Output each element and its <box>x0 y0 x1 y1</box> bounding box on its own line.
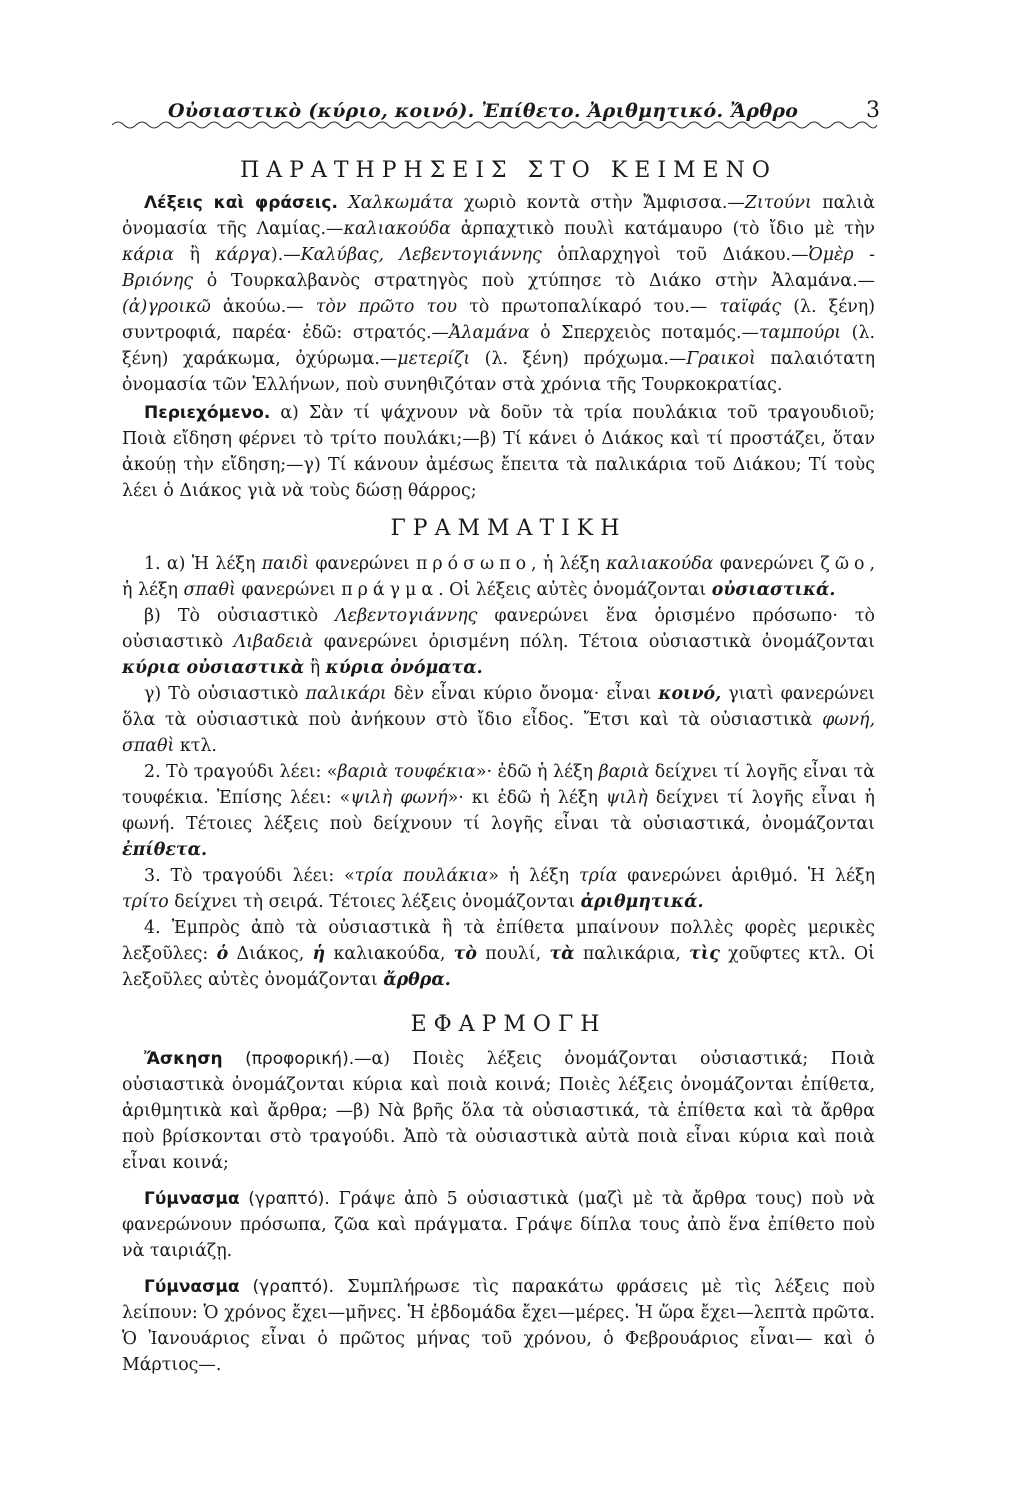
content-paragraph <box>122 400 875 504</box>
text-run: δὲν εἶναι κύριο ὄνομα· εἶναι <box>386 684 659 704</box>
text-run: Ζιτούνι <box>744 193 812 213</box>
text-run: κτλ. <box>174 736 217 756</box>
text-run: ταϊφάς <box>719 297 782 317</box>
text-run: φανερώνει <box>309 554 416 574</box>
drill2-label: Γύμνασμα <box>144 1277 240 1297</box>
text-run: δείχνει τί λογῆς εἶναι τὰ τουφέκια. Ἐπίσης λέει: « <box>122 762 875 808</box>
text-run: παλικάρι <box>305 684 387 704</box>
text-run: τὰ <box>549 944 575 964</box>
text-run: ).— <box>270 245 301 265</box>
text-run: παλαιότατη ὀνομασία τῶν Ἑλλήνων, ποὺ συνηθιζόταν στὰ χρόνια τῆς Τουρκοκρατίας. <box>122 349 875 395</box>
exercise-label: Ἄσκηση <box>144 1049 223 1069</box>
text-run: (ἀ)γροικῶ <box>122 297 211 317</box>
text-run: (λ. ξένη) πρόχωμα.— <box>470 349 687 369</box>
text-run: παιδὶ <box>261 554 309 574</box>
text-run: καλιακούδα, <box>325 944 454 964</box>
text-run: μετερίζι <box>397 349 471 369</box>
text-run: 4. Ἐμπρὸς ἀπὸ τὰ οὐσιαστικὰ ἢ τὰ ἐπίθετα μπαίνουν πολλὲς φορὲς μερικὲς λεξοῦλες: <box>122 918 875 964</box>
text-run: κύρια ὀνόματα. <box>325 658 483 678</box>
text-run: παλιὰ ὀνομασία τῆς Λαμίας.— <box>122 193 875 239</box>
grammar-paragraph <box>122 759 875 863</box>
text-run: δείχνει τί λογῆς εἶναι ἡ φωνή. Τέτοιες λέξεις ποὺ δείχνουν τί λογῆς εἶναι τὰ οὐσιαστικά, ὀνομάζονται <box>122 788 875 834</box>
drill2-paragraph <box>122 1274 875 1378</box>
text-run: φανερώνει <box>235 580 342 600</box>
text-run: οὐσιαστικά. <box>711 580 836 600</box>
text-run: 3. Τὸ τραγούδι λέει: « <box>144 866 355 886</box>
text-run: τρία πουλάκια <box>354 866 489 886</box>
exercise-text: —α) Ποιὲς λέξεις ὀνομάζονται οὐσιαστικά; Ποιὰ οὐσιαστικὰ ὀνομάζονται κύρια καὶ ποιὰ κοινά; Ποιὲς λέξεις ὀνομάζονται ἐπίθετα, ἀριθμητικὰ καὶ ἄρθρα; —β) Νὰ βρῆς ὅλα τὰ οὐσιαστικά, τὰ ἐπίθετα καὶ τὰ ἄρθρα ποὺ βρίσκονται στὸ τραγούδι. Ἀπὸ τὰ οὐσιαστικὰ αὐτὰ ποιὰ εἶναι κύρια καὶ ποιὰ εἶναι κοινά; <box>122 1049 876 1173</box>
text-run: πουλί, <box>476 944 550 964</box>
text-run: παλικάρια, <box>574 944 690 964</box>
text-run: φανερώνει <box>713 554 821 574</box>
content-text: α) Σὰν τί ψάχνουν νὰ δοῦν τὰ τρία πουλάκια τοῦ τραγουδιοῦ; Ποιὰ εἴδηση φέρνει τὸ τρίτο πουλάκι;—β) Τί κάνει ὁ Διάκος καὶ τί προστάζει, ὅταν ἀκούῃ τὴν εἴδηση;—γ) Τί κάνουν ἀμέσως ἔπειτα τὰ παλικάρια τοῦ Διάκου; Τί τοὺς λέει ὁ Διάκος γιὰ νὰ τοὺς δώσῃ θάρρος; <box>122 403 875 501</box>
drill1-paragraph <box>122 1186 875 1264</box>
text-run: φωνή, σπαθὶ <box>122 710 875 756</box>
text-run: ὁπλαρχηγοὶ τοῦ Διάκου.— <box>541 245 809 265</box>
text-run: Διάκος, <box>228 944 313 964</box>
text-run: »· κι ἐδῶ ἡ λέξη <box>447 788 606 808</box>
text-run: γ) Τὸ οὐσιαστικὸ <box>144 684 306 704</box>
text-run: ἢ <box>304 658 326 678</box>
text-run: ὁ Τουρκαλβανὸς στρατηγὸς ποὺ χτύπησε τὸ Διάκο στὴν Ἀλαμάνα.— <box>193 271 875 291</box>
notes-heading: ΠΑΡΑΤΗΡΗΣΕΙΣ ΣΤΟ ΚΕΙΜΕΝΟ <box>240 158 777 183</box>
text-run: »· ἐδῶ ἡ λέξη <box>475 762 599 782</box>
grammar-paragraph <box>122 863 875 915</box>
text-run: ἡ <box>312 944 326 964</box>
text-run: ἄρθρα. <box>383 970 451 990</box>
text-run: δείχνει τὴ σειρά. Τέτοιες λέξεις ὀνομάζονται <box>168 892 581 912</box>
words-paragraph <box>122 190 875 398</box>
text-run: ψιλὴ φωνή <box>350 788 448 808</box>
grammar-heading: ΓΡΑΜΜΑΤΙΚΗ <box>390 516 627 541</box>
drill1-label: Γύμνασμα <box>144 1189 240 1209</box>
grammar-paragraph <box>122 681 875 759</box>
text-run: ἢ <box>173 245 216 265</box>
text-run: 2. Τὸ τραγούδι λέει: « <box>144 762 338 782</box>
text-run: βαριὰ τουφέκια <box>337 762 476 782</box>
text-run: Ὀμὲρ - Βριόνης <box>122 245 875 291</box>
text-run: τὸ πρωτοπαλίκαρό του.— <box>457 297 720 317</box>
text-run: κάρια <box>122 245 174 265</box>
text-run: ψιλὴ <box>605 788 648 808</box>
text-run: , ἡ λέξη <box>122 554 875 600</box>
drill1-text: Γράψε ἀπὸ 5 οὐσιαστικὰ (μαζὶ μὲ τὰ ἄρθρα τους) ποὺ νὰ φανερώνουν πρόσωπα, ζῶα καὶ πράγματα. Γράψε δίπλα τους ἀπὸ ἕνα ἐπίθετο ποὺ νὰ ταιριάζῃ. <box>122 1189 875 1261</box>
grammar-paragraph <box>122 551 875 603</box>
text-run: , ἡ λέξη <box>531 554 607 574</box>
text-run: χοῦφτες κτλ. Οἱ λεξοῦλες αὐτὲς ὀνομάζονται <box>122 944 875 990</box>
text-run: φανερώνει ἕνα ὁρισμένο πρόσωπο· τὸ οὐσιαστικὸ <box>122 606 875 652</box>
text-run: ὁ Σπερχειὸς ποταμός.— <box>529 323 759 343</box>
text-run: σπαθὶ <box>183 580 236 600</box>
text-run: ταμπούρι <box>758 323 842 343</box>
text-run: ζῶο <box>820 554 870 574</box>
text-run: Λεβεντογιάννης <box>335 606 478 626</box>
text-run: κοινό, <box>658 684 722 704</box>
notes-section <box>122 190 875 504</box>
text-run: βαριὰ <box>598 762 650 782</box>
grammar-paragraph <box>122 915 875 993</box>
text-run: τὸν πρῶτο του <box>315 297 458 317</box>
text-run: (λ. ξένη) χαράκωμα, ὀχύρωμα.— <box>122 323 875 369</box>
words-label: Λέξεις καὶ φράσεις. <box>144 193 338 213</box>
wavy-rule-icon <box>112 118 877 132</box>
text-run: Ἀλαμάνα <box>448 323 530 343</box>
drill2-sub: (γραπτό). <box>239 1277 335 1297</box>
text-run: φανερώνει ἀριθμό. Ἡ λέξη <box>617 866 875 886</box>
text-run: Χαλκωμάτα <box>348 193 454 213</box>
text-run: κάργα <box>215 245 271 265</box>
text-run: τὶς <box>689 944 720 964</box>
text-run: Γραικοὶ <box>686 349 756 369</box>
text-run: ἀριθμητικά. <box>580 892 704 912</box>
text-run: πράγμα <box>341 580 439 600</box>
text-run: Καλύβας, Λεβεντογιάννης <box>300 245 542 265</box>
exercise-sub: (προφορική). <box>222 1049 355 1069</box>
text-run: ἀκούω.— <box>210 297 316 317</box>
text-run: τρία <box>578 866 618 886</box>
application-section <box>122 1046 875 1378</box>
text-run: τρίτο <box>122 892 169 912</box>
grammar-paragraph <box>122 603 875 681</box>
text-run: καλιακούδα <box>606 554 714 574</box>
content-label: Περιεχόμενο. <box>144 403 271 423</box>
text-run: . Οἱ λέξεις αὐτὲς ὀνομάζονται <box>438 580 712 600</box>
header-title: Οὐσιαστικὸ (κύριο, κοινό). Ἐπίθετο. Ἀριθμητικό. Ἄρθρο <box>168 100 799 122</box>
text-run: καλιακούδα <box>343 219 451 239</box>
text-run: χωριὸ κοντὰ στὴν Ἄμφισσα.— <box>453 193 745 213</box>
text-run: β) Τὸ οὐσιαστικὸ <box>144 606 336 626</box>
application-heading: ΕΦΑΡΜΟΓΗ <box>410 1012 607 1037</box>
text-run: τὸ <box>453 944 477 964</box>
text-run: Λιβαδειὰ <box>233 632 314 652</box>
text-run: (λ. ξένη) συντροφιά, παρέα· ἐδῶ: στρατός.— <box>122 297 876 343</box>
grammar-section <box>122 551 875 993</box>
drill2-text: Συμπλήρωσε τὶς παρακάτω φράσεις μὲ τὶς λέξεις ποὺ λείπουν: Ὁ χρόνος ἔχει—μῆνες. Ἡ ἑβδομάδα ἔχει—μέρες. Ἡ ὥρα ἔχει—λεπτὰ πρῶτα. Ὁ Ἰανουάριος εἶναι ὁ πρῶτος μήνας τοῦ χρόνου, ὁ Φεβρουάριος εἶναι— καὶ ὁ Μάρτιος—. <box>122 1277 875 1375</box>
drill1-sub: (γραπτό). <box>239 1189 330 1209</box>
text-run: ἐπίθετα. <box>122 840 208 860</box>
exercise-paragraph <box>122 1046 875 1176</box>
page-number: 3 <box>866 98 880 123</box>
text-run: γιατὶ φανερώνει ὅλα τὰ οὐσιαστικὰ ποὺ ἀνήκουν στὸ ἴδιο εἶδος. Ἔτσι καὶ τὰ οὐσιαστικὰ <box>122 684 875 730</box>
words-text <box>122 193 875 395</box>
text-run: φανερώνει ὁρισμένη πόλη. Τέτοια οὐσιαστικὰ ὀνομάζονται <box>313 632 875 652</box>
text-run: κύρια οὐσιαστικὰ <box>122 658 305 678</box>
text-run: ὁ <box>216 944 229 964</box>
text-run: πρόσωπο <box>415 554 532 574</box>
text-run: ἁρπαχτικὸ πουλὶ κατάμαυρο (τὸ ἴδιο μὲ τὴν <box>450 219 875 239</box>
text-run: 1. α) Ἡ λέξη <box>144 554 262 574</box>
text-run: » ἡ λέξη <box>488 866 579 886</box>
